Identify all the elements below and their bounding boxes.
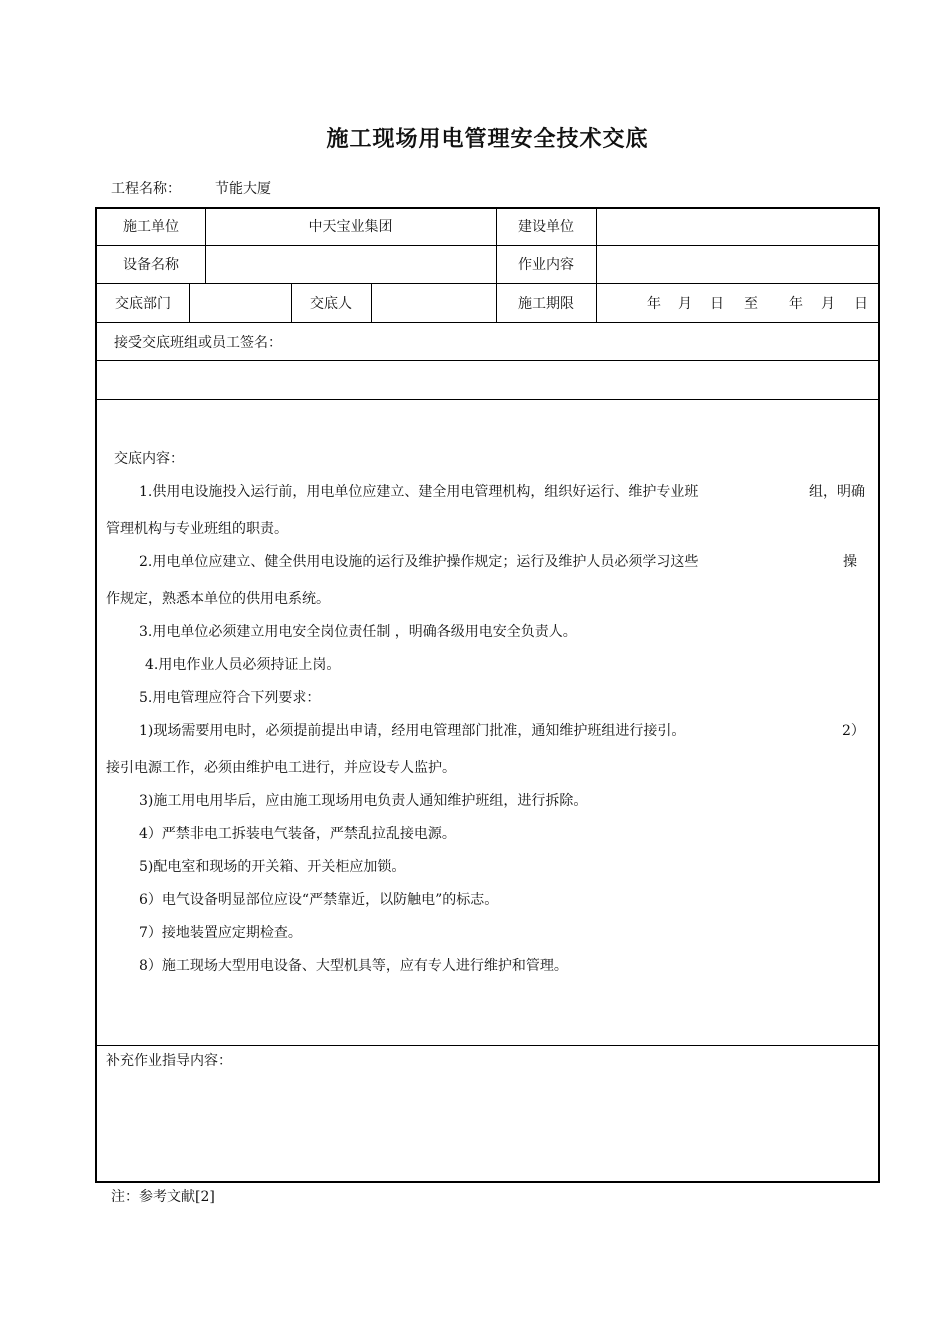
period-day-end: 日 xyxy=(854,296,868,312)
content-line: 组，明确 xyxy=(809,484,865,500)
content-heading: 交底内容： xyxy=(114,451,184,467)
period-month-start: 月 xyxy=(678,296,692,312)
document-title: 施工现场用电管理安全技术交底 xyxy=(326,127,649,152)
project-name-line xyxy=(111,178,271,198)
period-day-start: 日 xyxy=(710,296,724,312)
signature-label: 接受交底班组或员工签名： xyxy=(114,335,282,351)
period-to: 至 xyxy=(744,296,758,312)
supplement-label: 补充作业指导内容： xyxy=(106,1053,232,1069)
content-line: 1)现场需要用电时，必须提前提出申请，经用电管理部门批准，通知维护班组进行接引。 xyxy=(139,723,686,739)
content-line: 作规定，熟悉本单位的供用电系统。 xyxy=(106,591,330,607)
owner-unit-label: 建设单位 xyxy=(518,219,574,235)
construction-unit-value[interactable]: 中天宝业集团 xyxy=(308,219,393,235)
content-line: 接引电源工作，必须由维护电工进行，并应设专人监护。 xyxy=(106,760,456,776)
content-line: 5.用电管理应符合下列要求： xyxy=(139,690,321,706)
discloser-label: 交底人 xyxy=(310,296,352,312)
row-divider xyxy=(97,283,878,284)
col-divider xyxy=(371,283,372,322)
content-line: 4.用电作业人员必须持证上岗。 xyxy=(145,657,341,673)
work-content-label: 作业内容 xyxy=(518,257,574,273)
period-year-start: 年 xyxy=(647,296,661,312)
row-divider xyxy=(97,322,878,323)
content-line: 4）严禁非电工拆装电气装备，严禁乱拉乱接电源。 xyxy=(139,826,456,842)
content-line: 2.用电单位应建立、健全供用电设施的运行及维护操作规定；运行及维护人员必须学习这些 xyxy=(139,554,699,570)
content-line: 操 xyxy=(843,554,857,570)
content-line: 6）电气设备明显部位应设“严禁靠近，以防触电”的标志。 xyxy=(139,892,499,908)
construction-unit-label: 施工单位 xyxy=(123,219,179,235)
content-line: 5)配电室和现场的开关箱、开关柜应加锁。 xyxy=(139,859,406,875)
form-table xyxy=(95,207,880,1183)
content-line: 1.供用电设施投入运行前，用电单位应建立、建全用电管理机构，组织好运行、维护专业班 xyxy=(139,484,699,500)
equipment-name-label: 设备名称 xyxy=(123,257,179,273)
project-name-value: 节能大厦 xyxy=(215,181,271,197)
signature-area[interactable] xyxy=(97,360,878,399)
period-month-end: 月 xyxy=(821,296,835,312)
supplement-area[interactable] xyxy=(97,1075,878,1175)
content-line: 3.用电单位必须建立用电安全岗位责任制 ，明确各级用电安全负责人。 xyxy=(139,624,577,640)
content-line: 8）施工现场大型用电设备、大型机具等，应有专人进行维护和管理。 xyxy=(139,958,568,974)
col-divider xyxy=(189,283,190,322)
content-line: 2） xyxy=(842,723,865,739)
disclosure-dept-label: 交底部门 xyxy=(115,296,171,312)
row-divider xyxy=(97,1045,878,1046)
row-divider xyxy=(97,245,878,246)
row-divider xyxy=(97,399,878,400)
content-line: 管理机构与专业班组的职责。 xyxy=(106,521,288,537)
project-name-label: 工程名称： xyxy=(111,181,181,197)
construction-period-label: 施工期限 xyxy=(518,296,574,312)
col-divider xyxy=(596,209,597,322)
period-year-end: 年 xyxy=(789,296,803,312)
content-line: 3)施工用电用毕后，应由施工现场用电负责人通知维护班组，进行拆除。 xyxy=(139,793,588,809)
content-line: 7）接地装置应定期检查。 xyxy=(139,925,302,941)
reference-note: 注：参考文献[2] xyxy=(111,1189,215,1205)
